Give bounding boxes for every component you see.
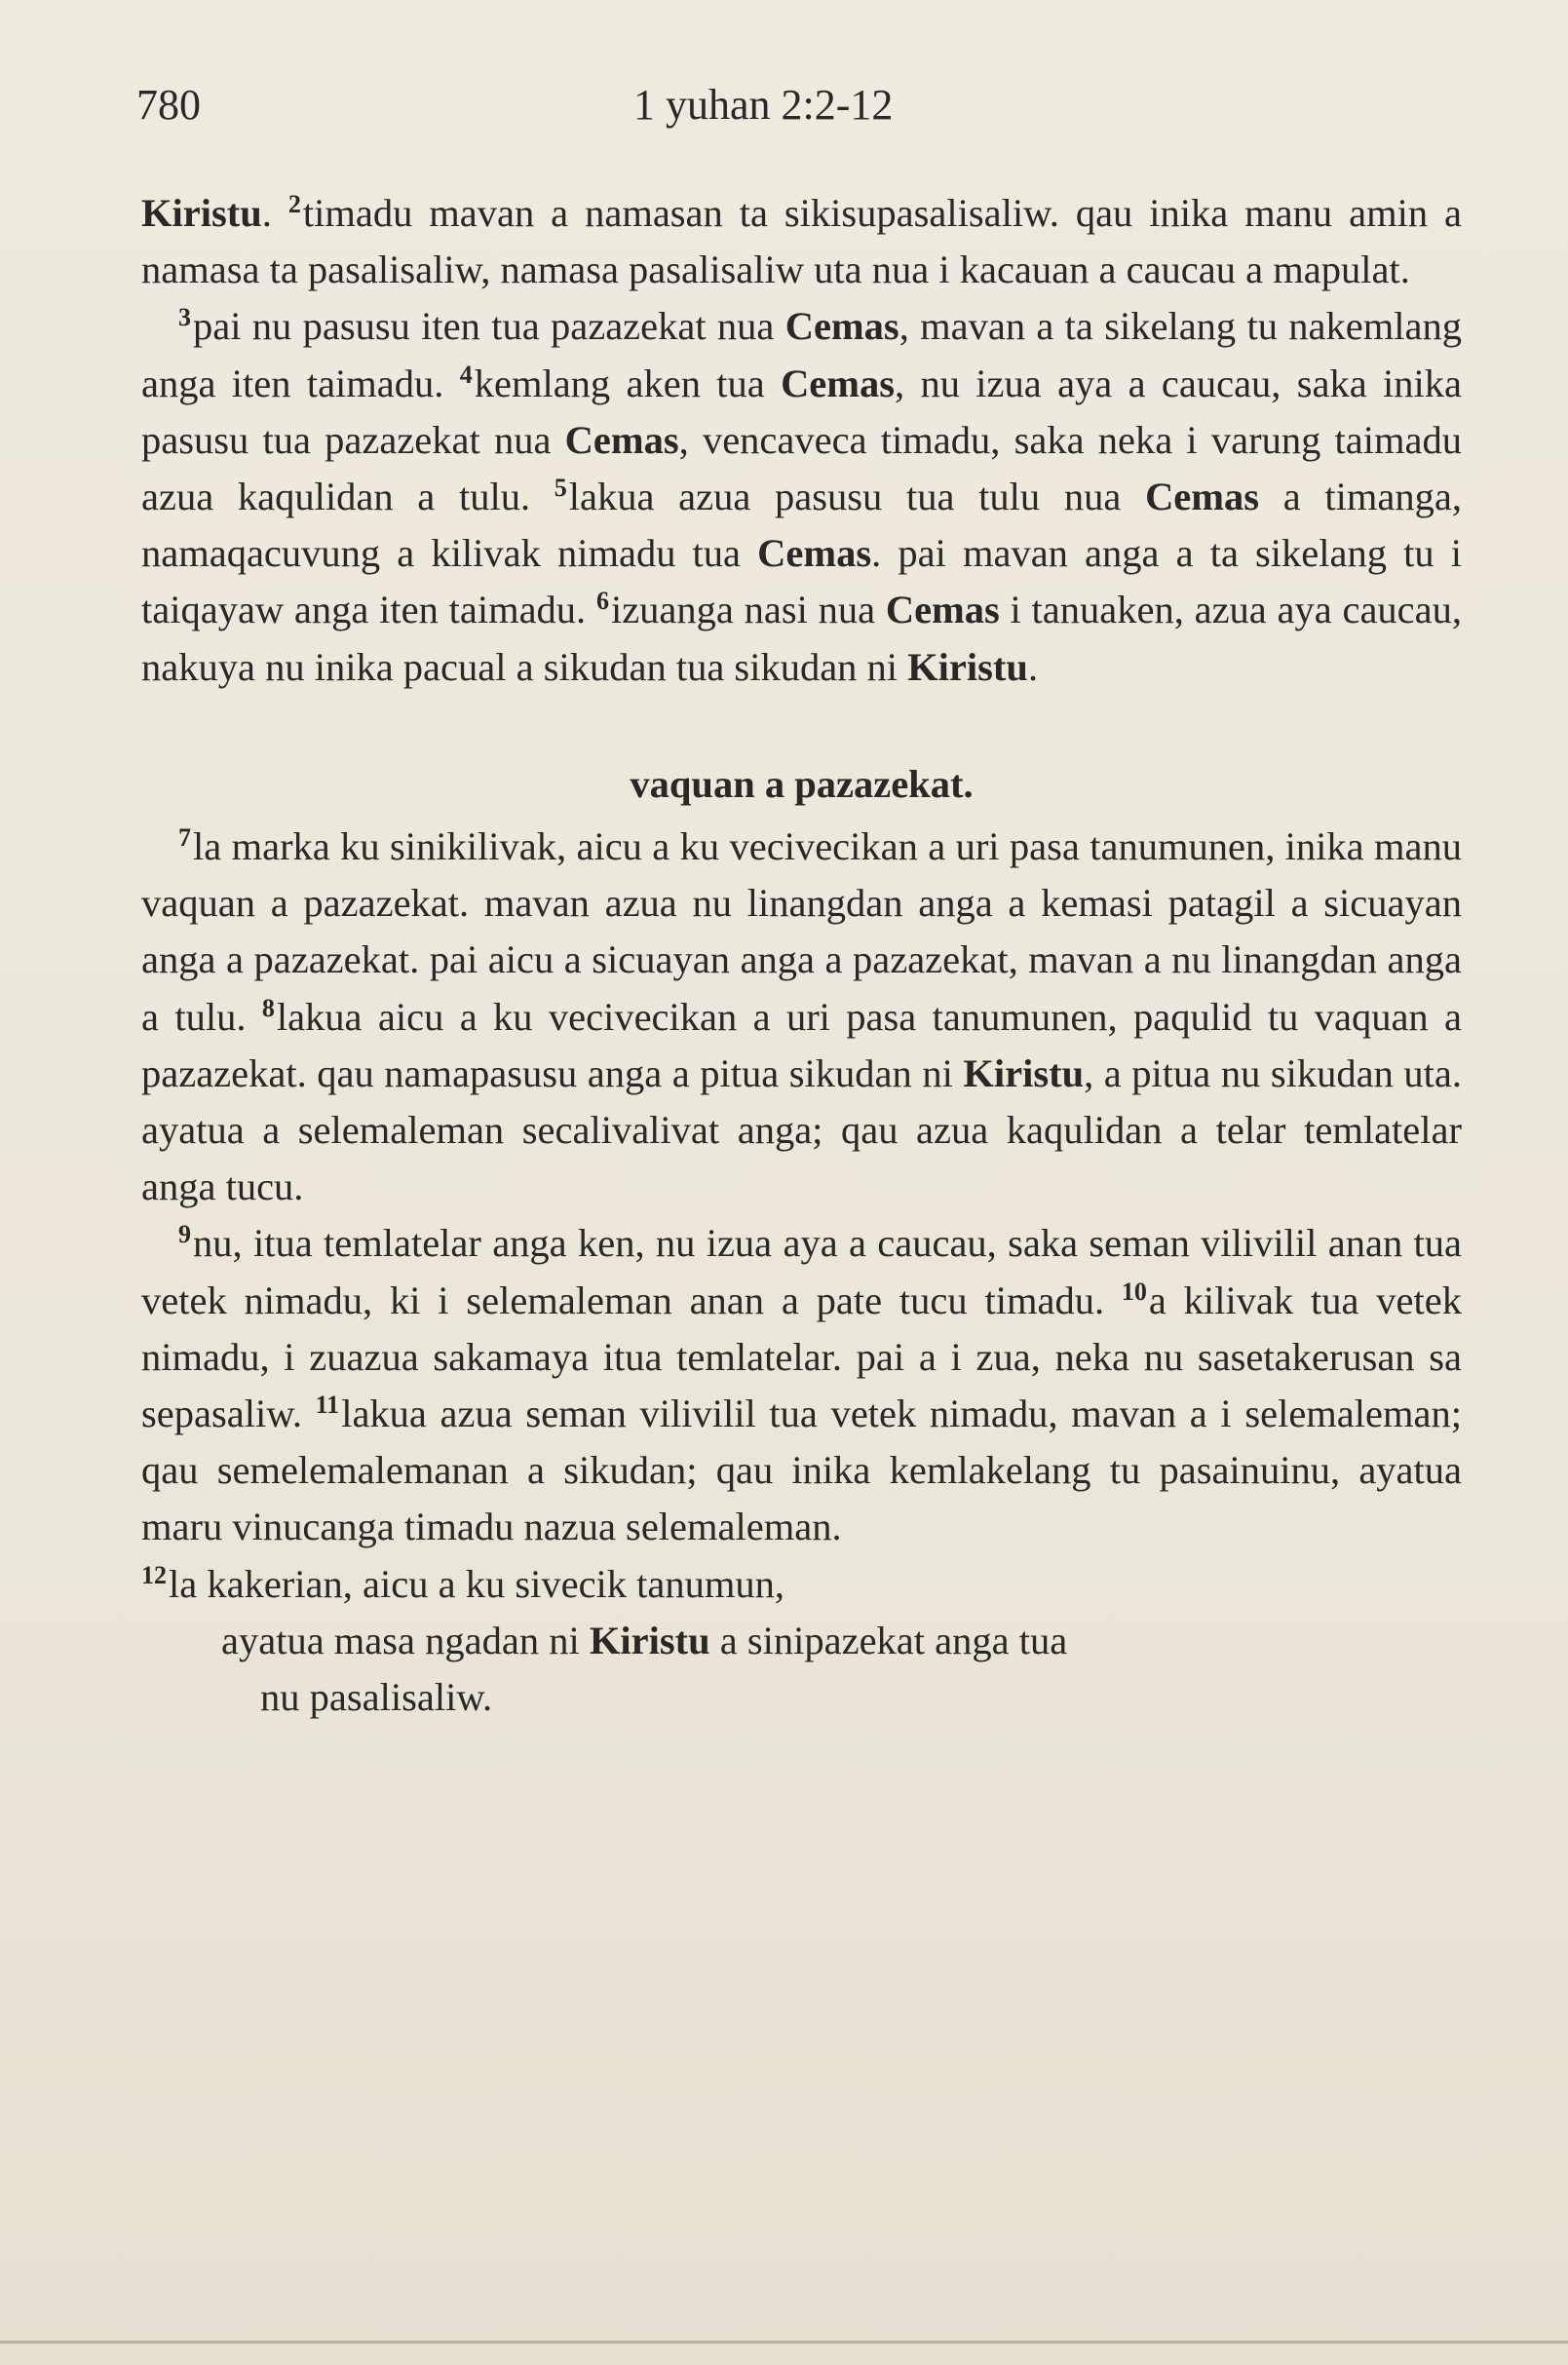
verse-number: 9 — [178, 1220, 191, 1249]
bold-name: Cemas — [1145, 475, 1260, 519]
verse-text: a kilivak tua vetek nimadu, i zuazua sakamaya itua temlatelar. pai a i zua, neka nu sasetakerusan sa sepasaliw. — [141, 1278, 1462, 1436]
verse-text: lakua azua pasusu tua tulu nua — [568, 475, 1146, 519]
verse-number: 6 — [595, 587, 609, 616]
verse-number: 11 — [315, 1391, 340, 1420]
bold-name: Kiristu — [963, 1050, 1085, 1095]
verse-text: timadu mavan a namasan ta sikisupasalisaliw. qau inika manu amin a namasa ta pasalisaliw, namasa pasalisaliw uta nua i kacauan a caucau a mapulat. — [141, 191, 1463, 292]
page-bottom-edge — [0, 2341, 1568, 2344]
bold-name: Cemas — [784, 304, 899, 349]
poetry-line-1 — [141, 1556, 1462, 1613]
verse-text: pai nu pasusu iten tua pazazekat nua — [193, 304, 785, 349]
bold-name: Kiristu — [589, 1618, 710, 1662]
verse-text: la marka ku sinikilivak, aicu a ku vecivecikan a uri pasa tanumunen, inika manu vaquan a pazazekat. mavan azua nu linangdan anga a kemasi patagil a sicuayan anga a pazazekat. pai aicu a sicuayan anga a pazazekat, mavan a nu linangdan anga a tulu. — [141, 824, 1462, 1039]
running-head: 1 yuhan 2:2-12 — [633, 81, 894, 129]
paragraph-4 — [141, 1215, 1462, 1555]
verse-text: kemlang aken tua — [474, 361, 782, 405]
page-number: 780 — [136, 81, 201, 129]
paragraph-1 — [141, 185, 1462, 298]
verse-number: 10 — [1121, 1277, 1147, 1306]
verse-text: la kakerian, aicu a ku sivecik tanumun, — [169, 1561, 785, 1606]
verse-text: i tanuaken, azua aya caucau, nakuya nu inika pacual a sikudan tua sikudan ni — [141, 588, 1463, 689]
verse-number: 5 — [554, 474, 567, 503]
poetry-line-3 — [260, 1669, 1462, 1726]
verse-text: lakua aicu a ku vecivecikan a uri pasa tanumunen, paqulid tu vaquan a pazazekat. qau namapasusu anga a pitua sikudan ni — [141, 994, 1463, 1095]
paragraph-2 — [141, 298, 1462, 695]
verse-number: 4 — [459, 360, 473, 389]
text-run: . — [261, 191, 272, 235]
page-header — [136, 76, 1442, 134]
verse-number: 8 — [261, 993, 275, 1022]
bold-name: Cemas — [781, 361, 896, 405]
bold-name: Cemas — [757, 531, 872, 576]
poetry-block — [141, 1556, 1462, 1727]
verse-number: 3 — [178, 303, 191, 332]
poetry-line-2 — [221, 1613, 1462, 1669]
verse-text: nu, itua temlatelar anga ken, nu izua aya a caucau, saka seman vilivilil anan tua vetek nimadu, ki i selemaleman anan a pate tucu timadu. — [141, 1221, 1462, 1322]
paragraph-3 — [141, 819, 1462, 1215]
bold-name: Kiristu — [141, 191, 262, 235]
bold-name: Kiristu — [907, 644, 1028, 689]
verse-text: , vencaveca timadu, saka neka i varung taimadu azua kaqulidan a tulu. — [141, 417, 1462, 519]
verse-text: . pai mavan anga a ta sikelang tu i taiqayaw anga iten taimadu. — [141, 531, 1462, 632]
bold-name: Cemas — [564, 417, 679, 462]
verse-text: , nu izua aya a caucau, saka inika pasusu tua pazazekat nua — [141, 361, 1462, 462]
verse-text: . — [1027, 644, 1039, 689]
body-text — [141, 185, 1462, 1726]
verse-number: 7 — [178, 823, 191, 853]
verse-text: , a pitua nu sikudan uta. ayatua a selemaleman secalivalivat anga; qau azua kaqulidan a telar temlatelar anga tucu. — [141, 1050, 1462, 1209]
verse-text: ayatua masa ngadan ni — [221, 1618, 590, 1662]
verse-text: a sinipazekat anga tua — [709, 1618, 1068, 1662]
verse-text: , mavan a ta sikelang tu nakemlang anga iten taimadu. — [141, 304, 1462, 405]
verse-number: 2 — [287, 190, 301, 218]
verse-text: lakua azua seman vilivilil tua vetek nimadu, mavan a i selemaleman; qau semelemalemanan a sikudan; qau inika kemlakelang tu pasainuinu, ayatua maru vinucanga timadu nazua selemaleman. — [141, 1392, 1462, 1549]
verse-text: nu pasalisaliw. — [260, 1675, 493, 1720]
verse-number: 12 — [141, 1560, 167, 1589]
verse-text: izuanga nasi nua — [610, 588, 886, 632]
bold-name: Cemas — [885, 588, 1000, 632]
section-heading: vaquan a pazazekat. — [630, 761, 974, 806]
verse-text: a timanga, namaqacuvung a kilivak nimadu tua — [141, 475, 1462, 576]
